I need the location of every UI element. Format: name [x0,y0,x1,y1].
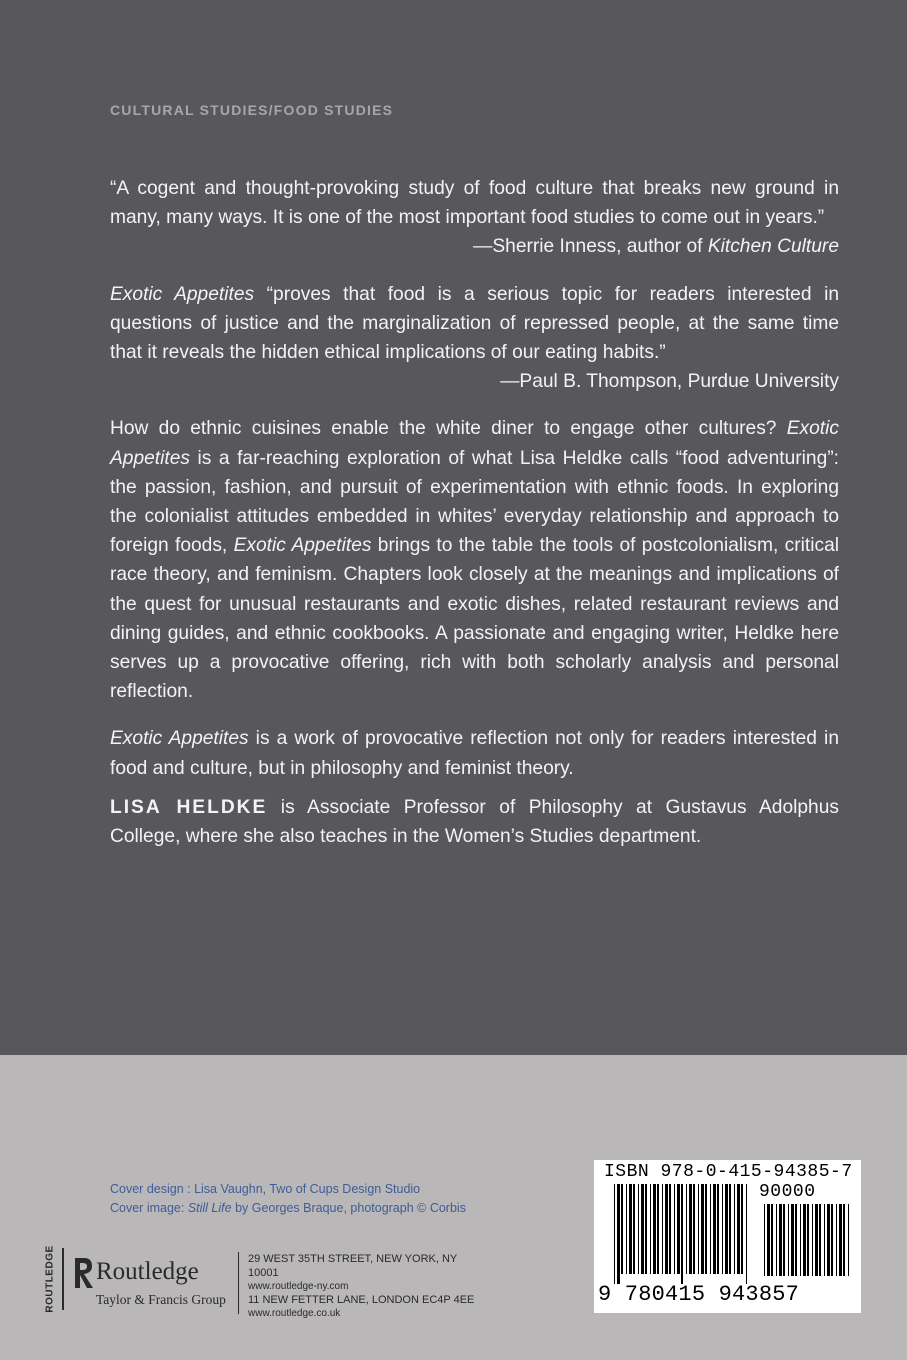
summary: Exotic Appetites is a work of provocative reflection not only for readers interested in food and culture, but in philosophy and feminist theory. [110,728,839,779]
routledge-logo-icon [72,1254,96,1290]
barcode-bar [645,1184,647,1274]
publisher-block [38,1245,478,1319]
barcode-bar [693,1184,695,1274]
barcode-bar [705,1184,707,1274]
address-london: 11 NEW FETTER LANE, LONDON EC4P 4EE [248,1293,475,1306]
barcode-bar [831,1204,833,1276]
barcode-bar [686,1184,687,1274]
publisher-divider [238,1252,239,1314]
barcode-bar [629,1184,632,1274]
cover-credits [110,1180,466,1218]
category-label: CULTURAL STUDIES/FOOD STUDIES [110,102,394,118]
barcode-bar [827,1204,830,1276]
author-name: LISA HELDKE [110,796,268,818]
barcode-bar [657,1184,659,1274]
barcode-bar [621,1184,623,1274]
barcode-bar [674,1184,675,1274]
barcode-bar [641,1184,644,1274]
publisher-name: Routledge [96,1258,199,1285]
barcode-bar [783,1204,785,1276]
barcode-bar [836,1204,837,1276]
barcode-bar [722,1184,723,1274]
barcode-bar [788,1204,789,1276]
barcode-bar [776,1204,777,1276]
quote-2: Exotic Appetites “proves that food is a serious topic for readers interested in questions of justice and the marginalization of repressed people, at the same time that it reveals the hidden ethical implications of our eating habits.” [110,283,839,364]
quote-1-book-title: Kitchen Culture [707,236,839,258]
barcode-bar [815,1204,818,1276]
cover-design-credit: Cover design : Lisa Vaughn, Two of Cups Design Studio [110,1182,421,1196]
barcode-bar [669,1184,671,1274]
barcode-bar [665,1184,668,1274]
barcode-bar [819,1204,821,1276]
price-barcode-bars [762,1204,852,1276]
barcode-bar [681,1184,683,1284]
barcode-bar [710,1184,711,1274]
cover-image-credit: Cover image: Still Life by Georges Braque, photograph © Corbis [110,1201,466,1215]
barcode-bar [779,1204,782,1276]
barcode-bar [725,1184,728,1274]
barcode-bar [638,1184,639,1274]
barcode-bar [771,1204,773,1276]
price-code: 90000 [759,1182,816,1202]
author-bio: LISA HELDKE is Associate Professor of Philosophy at Gustavus Adolphus College, where she also teaches in the Women’s Studies department. [110,796,839,848]
barcode-bar [662,1184,663,1274]
barcode-bar [717,1184,719,1274]
description: How do ethnic cuisines enable the white diner to engage other cultures? Exotic Appetites is a far-reaching exploration of what Lisa Heldke calls “food adventuring”: the passion, fashion, and pursuit of experimentation with ethnic foods. In exploring the colonialist attitudes embedded in whites’ everyday relationship and approach to foreign foods, Exotic Appetites brings to the table the tools of postcolonialism, critical race theory, and feminism. Chapters look closely at the meanings and implications of the quest for unusual restaurants and exotic dishes, related restaurant reviews and dining guides, and ethnic cookbooks. A passionate and engaging writer, Heldke here serves up a provocative offering, rich with both scholarly analysis and personal reflection. [110,418,839,703]
barcode-bar [791,1204,794,1276]
barcode-bar [677,1184,680,1274]
website-new-york: www.routledge-ny.com [248,1281,349,1292]
barcode-bar [734,1184,735,1274]
barcode-bars [612,1184,752,1284]
isbn-number: ISBN 978-0-415-94385-7 [604,1162,853,1182]
barcode-bar [701,1184,704,1274]
barcode-bar [689,1184,692,1274]
barcode-bar [795,1204,797,1276]
barcode-bar [812,1204,813,1276]
website-uk: www.routledge.co.uk [248,1308,341,1319]
barcode-bar [746,1184,747,1284]
back-cover-text [110,174,839,851]
publisher-spine-stripe: ROUTLEDGE [38,1248,64,1310]
barcode-bar [800,1204,801,1276]
ean-number: 9 780415 943857 [598,1282,800,1307]
barcode-bar [767,1204,770,1276]
barcode-bar [764,1204,765,1276]
barcode-bar [807,1204,809,1276]
barcode-bar [824,1204,825,1276]
barcode-bar [848,1204,849,1276]
barcode-bar [626,1184,627,1274]
barcode-bar [741,1184,743,1274]
barcode-bar [653,1184,656,1274]
barcode-bar [617,1184,620,1284]
barcode-bar [803,1204,806,1276]
barcode-bar [713,1184,716,1274]
barcode-bar [729,1184,731,1274]
barcode-bar [614,1184,615,1284]
publisher-group: Taylor & Francis Group [96,1292,226,1307]
quote-2-attribution: —Paul B. Thompson, Purdue University [500,371,839,393]
isbn-barcode [594,1160,861,1313]
quote-1: “A cogent and thought-provoking study of food culture that breaks new ground in many, many ways. It is one of the most important food studies to come out in years.” [110,178,839,229]
barcode-bar [737,1184,740,1274]
quote-1-attribution: —Sherrie Inness, author of Kitchen Culture [473,236,839,258]
address-new-york: 29 WEST 35TH STREET, NEW YORK, NY 10001 [248,1253,458,1279]
barcode-bar [839,1204,842,1276]
barcode-bar [633,1184,635,1274]
barcode-bar [698,1184,699,1274]
publisher-addresses [248,1253,478,1321]
barcode-bar [843,1204,845,1276]
barcode-bar [650,1184,651,1274]
quote-2-book-title: Exotic Appetites [110,283,255,305]
